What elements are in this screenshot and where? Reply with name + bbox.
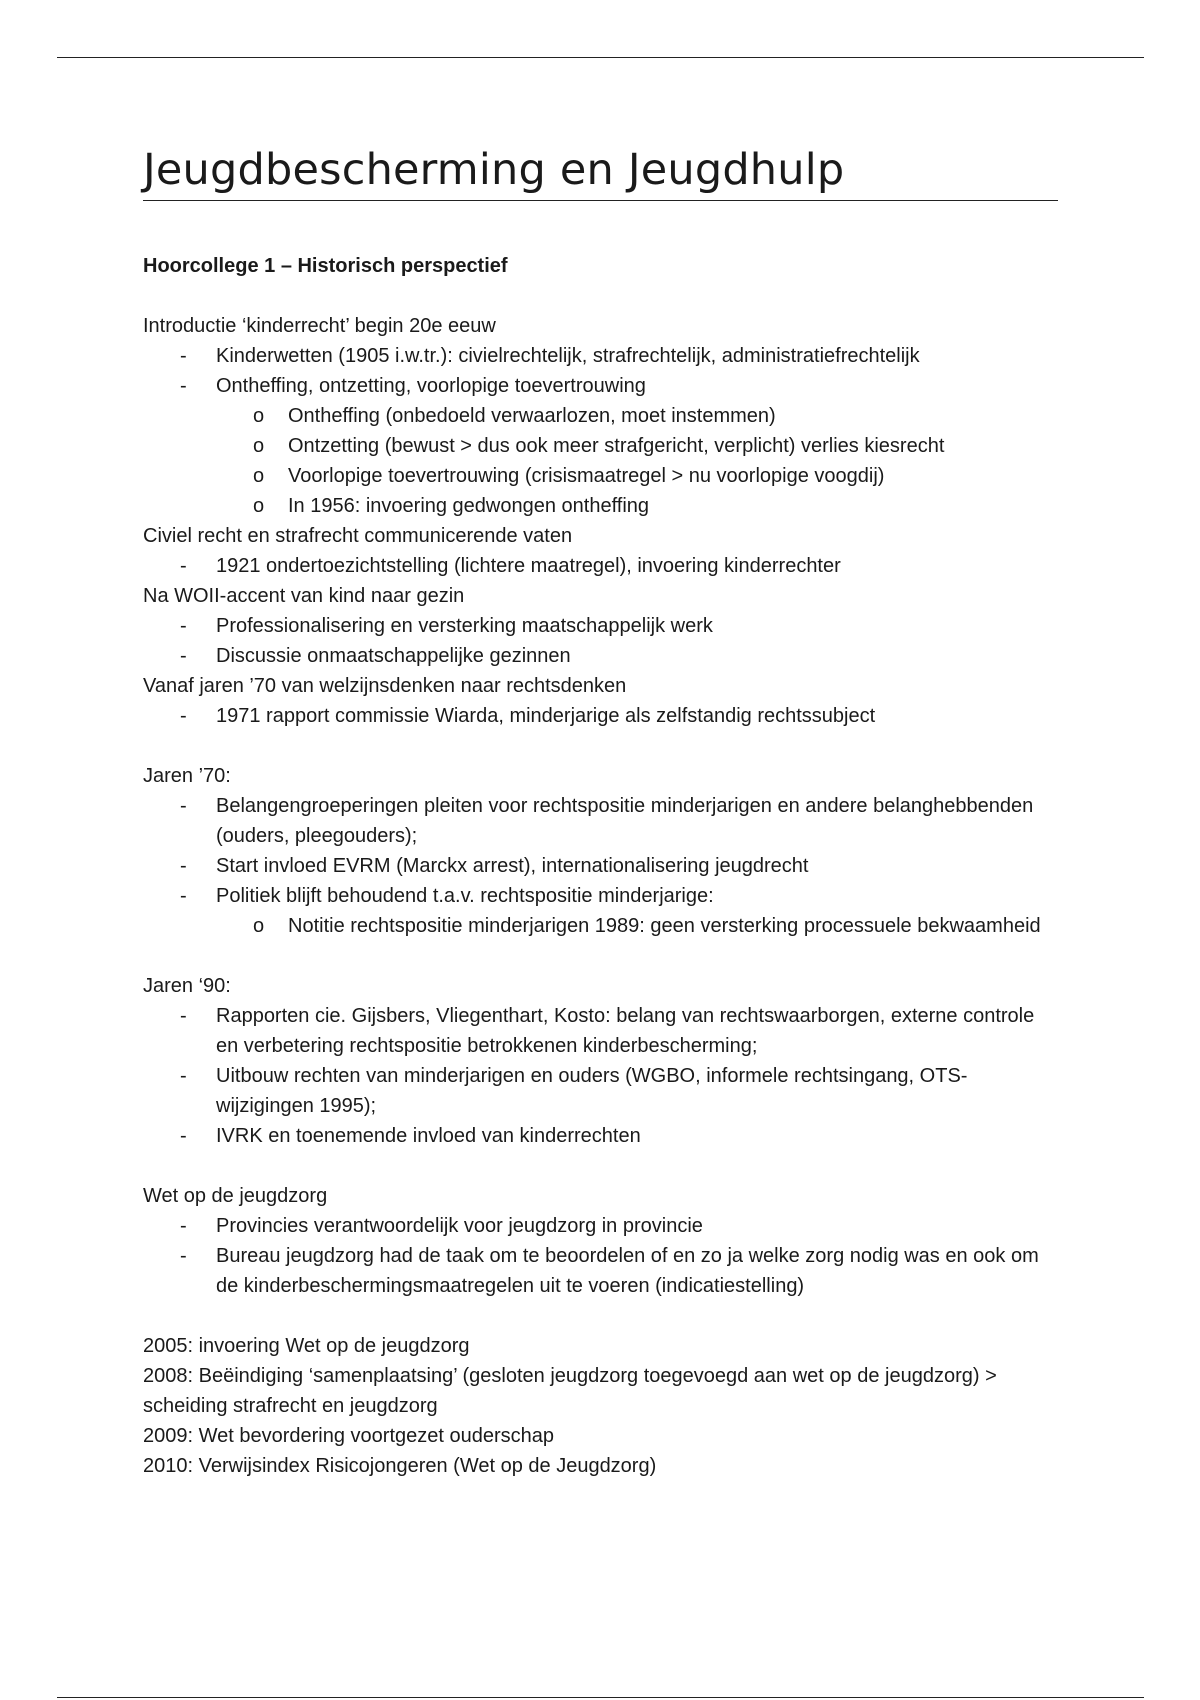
dash-bullet: - xyxy=(180,885,187,907)
dash-bullet: - xyxy=(180,795,187,817)
section-heading: Jaren ‘90: xyxy=(143,975,231,997)
timeline-entry: 2005: invoering Wet op de jeugdzorg xyxy=(143,1335,470,1357)
dash-bullet: - xyxy=(180,375,187,397)
dash-bullet: - xyxy=(180,1065,187,1087)
list-item: - IVRK en toenemende invloed van kinderrechten xyxy=(143,1121,1058,1151)
dash-bullet: - xyxy=(180,1245,187,1267)
list-item: - Belangengroeperingen pleiten voor rechtspositie minderjarigen en andere belanghebbenden (ouders, pleegouders); xyxy=(143,791,1058,851)
circle-bullet: o xyxy=(253,465,265,487)
timeline-entry: 2008: Beëindiging ‘samenplaatsing’ (gesloten jeugdzorg toegevoegd aan wet op de jeugdzorg) > scheiding strafrecht en jeugdzorg xyxy=(143,1365,997,1417)
list-item: - Politiek blijft behoudend t.a.v. rechtspositie minderjarige: xyxy=(143,881,1058,911)
list-item: - Discussie onmaatschappelijke gezinnen xyxy=(143,641,1058,671)
list-item: - Bureau jeugdzorg had de taak om te beoordelen of en zo ja welke zorg nodig was en ook om de kinderbeschermingsmaatregelen uit te voeren (indicatiestelling) xyxy=(143,1241,1058,1301)
dash-bullet: - xyxy=(180,345,187,367)
dash-bullet: - xyxy=(180,555,187,577)
circle-bullet: o xyxy=(253,495,265,517)
sub-list-item: o In 1956: invoering gedwongen ontheffing xyxy=(143,491,1058,521)
timeline-entry: 2009: Wet bevordering voortgezet ouderschap xyxy=(143,1425,555,1447)
circle-bullet: o xyxy=(253,915,265,937)
sub-list-item: o Ontzetting (bewust > dus ook meer strafgericht, verplicht) verlies kiesrecht xyxy=(143,431,1058,461)
dash-bullet: - xyxy=(180,855,187,877)
dash-bullet: - xyxy=(180,645,187,667)
list-item: - Start invloed EVRM (Marckx arrest), internationalisering jeugdrecht xyxy=(143,851,1058,881)
section-heading: Wet op de jeugdzorg xyxy=(143,1185,328,1207)
lecture-heading: Hoorcollege 1 – Historisch perspectief xyxy=(143,255,508,277)
document-title: Jeugdbescherming en Jeugdhulp xyxy=(143,140,1058,201)
page-top-rule xyxy=(57,57,1144,58)
dash-bullet: - xyxy=(180,1215,187,1237)
circle-bullet: o xyxy=(253,435,265,457)
sub-list-item: o Ontheffing (onbedoeld verwaarlozen, moet instemmen) xyxy=(143,401,1058,431)
timeline-entry: 2010: Verwijsindex Risicojongeren (Wet op de Jeugdzorg) xyxy=(143,1455,657,1477)
section-heading: Introductie ‘kinderrecht’ begin 20e eeuw xyxy=(143,315,496,337)
sub-list-item: o Voorlopige toevertrouwing (crisismaatregel > nu voorlopige voogdij) xyxy=(143,461,1058,491)
list-item: - Professionalisering en versterking maatschappelijk werk xyxy=(143,611,1058,641)
section-heading: Jaren ’70: xyxy=(143,765,231,787)
list-item: - 1971 rapport commissie Wiarda, minderjarige als zelfstandig rechtssubject xyxy=(143,701,1058,731)
dash-bullet: - xyxy=(180,1125,187,1147)
list-item: - Kinderwetten (1905 i.w.tr.): civielrechtelijk, strafrechtelijk, administratiefrechtelijk xyxy=(143,341,1058,371)
sub-list-item: o Notitie rechtspositie minderjarigen 1989: geen versterking processuele bekwaamheid xyxy=(143,911,1058,941)
dash-bullet: - xyxy=(180,705,187,727)
section-heading: Na WOII-accent van kind naar gezin xyxy=(143,585,465,607)
list-item: - 1921 ondertoezichtstelling (lichtere maatregel), invoering kinderrechter xyxy=(143,551,1058,581)
dash-bullet: - xyxy=(180,615,187,637)
list-item: - Ontheffing, ontzetting, voorlopige toevertrouwing xyxy=(143,371,1058,401)
section-heading: Civiel recht en strafrecht communicerende vaten xyxy=(143,525,573,547)
dash-bullet: - xyxy=(180,1005,187,1027)
list-item: - Uitbouw rechten van minderjarigen en ouders (WGBO, informele rechtsingang, OTS-wijzigingen 1995); xyxy=(143,1061,1058,1121)
section-heading: Vanaf jaren ’70 van welzijnsdenken naar rechtsdenken xyxy=(143,675,627,697)
circle-bullet: o xyxy=(253,405,265,427)
list-item: - Provincies verantwoordelijk voor jeugdzorg in provincie xyxy=(143,1211,1058,1241)
page-bottom-rule xyxy=(57,1697,1144,1698)
document-body xyxy=(143,140,1058,1481)
list-item: - Rapporten cie. Gijsbers, Vliegenthart, Kosto: belang van rechtswaarborgen, externe controle en verbetering rechtspositie betrokkenen kinderbescherming; xyxy=(143,1001,1058,1061)
